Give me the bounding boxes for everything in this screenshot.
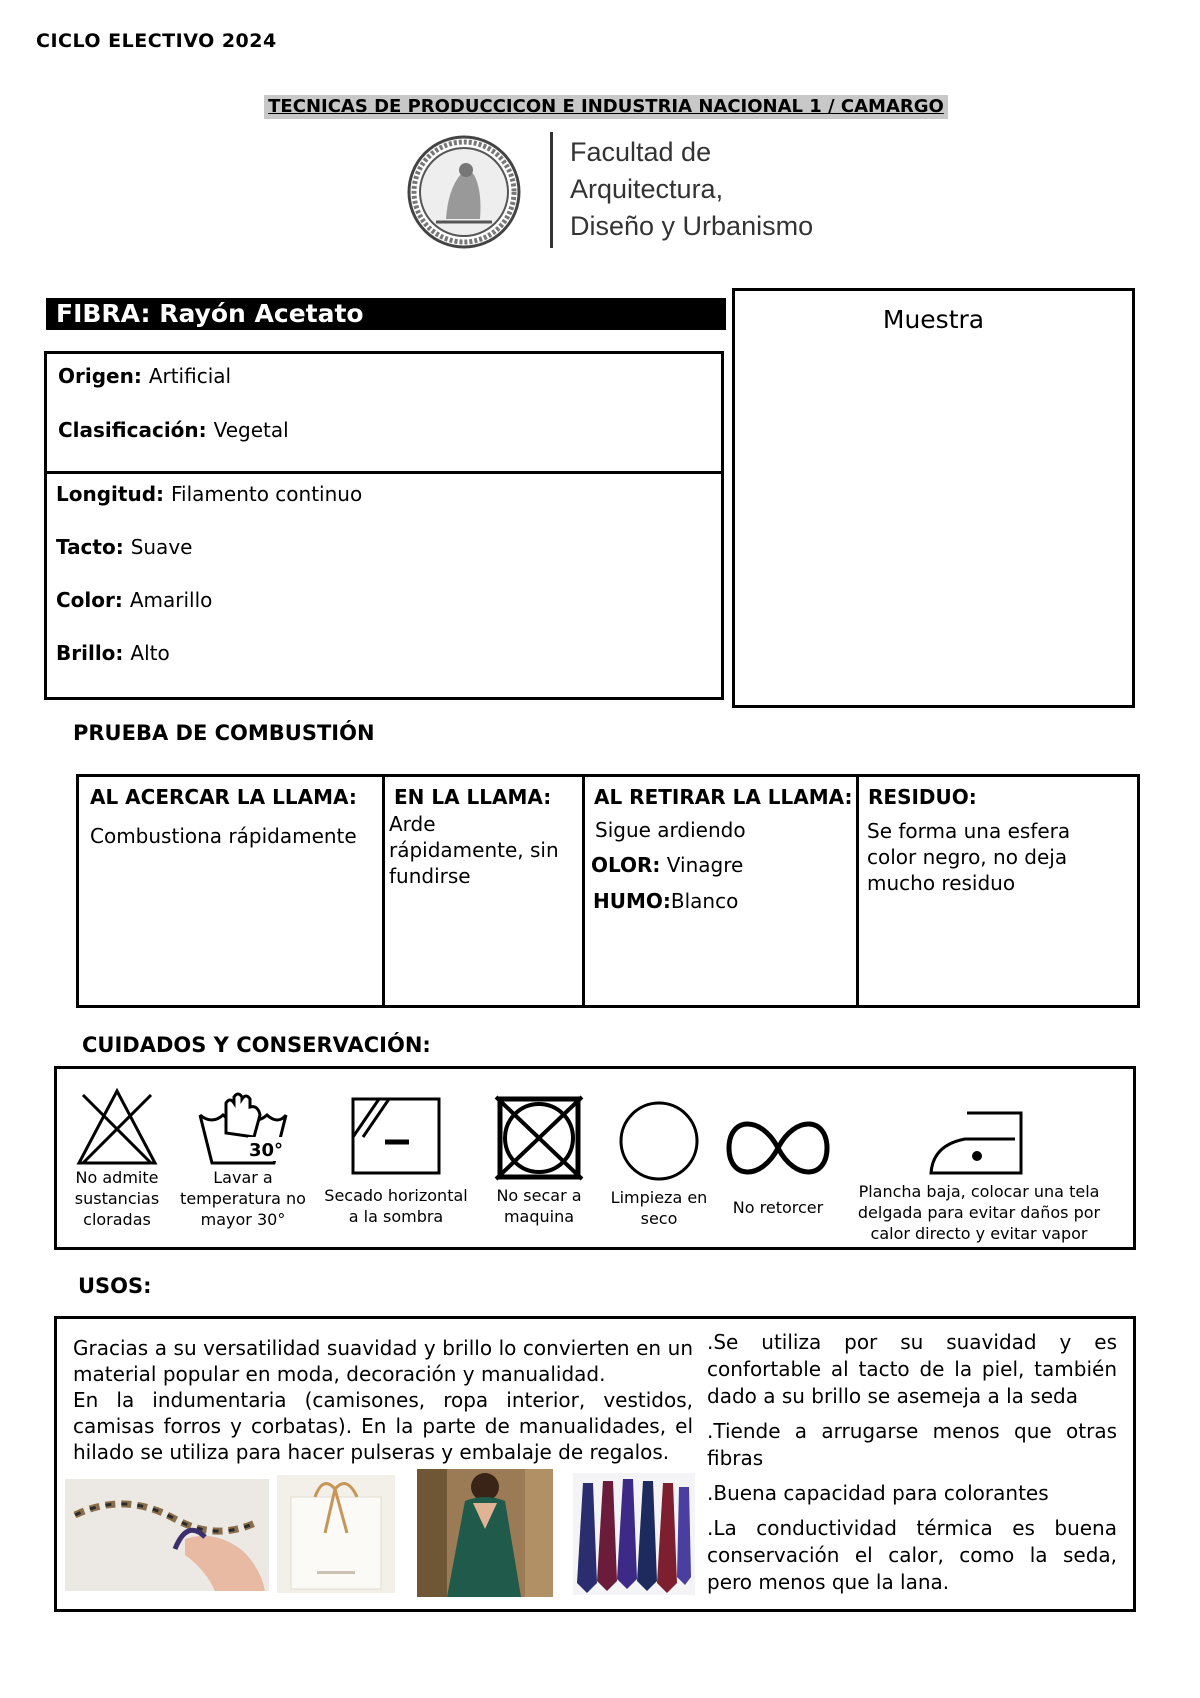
faculty-name: Facultad de Arquitectura, Diseño y Urbanismo: [570, 137, 814, 241]
care-item-no-wring: No retorcer: [717, 1113, 839, 1218]
origin-field: Origen: Artificial: [58, 364, 232, 388]
care-item-no-bleach: No admite sustancias cloradas: [67, 1087, 167, 1230]
ties-photo: [573, 1473, 695, 1595]
bracelet-photo: [65, 1479, 269, 1591]
dry-clean-icon: [617, 1099, 701, 1183]
care-item-no-tumble: No secar a maquina: [479, 1095, 599, 1227]
cycle-label: CICLO ELECTIVO 2024: [36, 30, 277, 52]
length-field: Longitud: Filamento continuo: [56, 482, 363, 506]
uses-list: [707, 1329, 1117, 1604]
fiber-title: FIBRA: Rayón Acetato: [46, 298, 726, 330]
hand-wash-icon: [196, 1085, 290, 1167]
uses-description: Gracias a su versatilidad suavidad y brillo lo convierten en un material popular en moda, decoración y manualidad. En la indumentaria (camisones, ropa interior, vestidos, camisas forros y corbatas). En la parte de manualidades, el hilado se utiliza para hacer pulseras y embalaje de regalos.: [73, 1336, 693, 1464]
faculty-divider: [550, 132, 553, 248]
green-dress-photo: [417, 1469, 553, 1597]
uses-list-item: .Se utiliza por su suavidad y es confortable al tacto de la piel, también dado a su brillo se asemeja a la seda: [707, 1330, 1117, 1408]
combustion-title: PRUEBA DE COMBUSTIÓN: [73, 721, 375, 745]
care-item-wash-30: 30° Lavar a temperatura no mayor 30°: [175, 1085, 311, 1230]
residue-column: RESIDUO: Se forma una esfera color negro, no deja mucho residuo: [856, 777, 1137, 1005]
uses-box: [54, 1316, 1136, 1612]
shine-field: Brillo: Alto: [56, 641, 170, 665]
properties-box: [44, 471, 724, 700]
no-bleach-icon: [75, 1087, 159, 1167]
uses-list-item: .Tiende a arrugarse menos que otras fibras: [707, 1419, 1117, 1470]
sample-box: [732, 288, 1135, 708]
uses-list-item: .Buena capacidad para colorantes: [707, 1481, 1049, 1505]
care-item-dry-flat: Secado horizontal a la sombra: [321, 1095, 471, 1227]
svg-text:30°: 30°: [248, 1140, 284, 1161]
color-field: Color: Amarillo: [56, 588, 213, 612]
odor-field: OLOR: Vinagre: [591, 853, 744, 877]
touch-field: Tacto: Suave: [56, 535, 193, 559]
university-seal-icon: [406, 134, 522, 250]
care-box: [54, 1066, 1136, 1250]
in-flame-column: EN LA LLAMA: Arde rápidamente, sin fundirse: [382, 777, 582, 1005]
no-wring-icon: [725, 1113, 831, 1183]
care-title: CUIDADOS Y CONSERVACIÓN:: [82, 1033, 431, 1057]
care-item-iron-low: Plancha baja, colocar una tela delgada para evitar daños por calor directo y evitar vapor: [843, 1105, 1115, 1244]
smoke-field: HUMO:Blanco: [593, 889, 739, 913]
uses-title: USOS:: [78, 1274, 152, 1298]
sample-title: Muestra: [882, 305, 985, 334]
course-title: TECNICAS DE PRODUCCICON E INDUSTRIA NACIONAL 1 / CAMARGO: [264, 95, 948, 119]
dry-flat-shade-icon: [349, 1095, 443, 1177]
no-tumble-dry-icon: [494, 1095, 584, 1181]
origin-box: [44, 351, 724, 474]
care-item-dry-clean: Limpieza en seco: [609, 1099, 709, 1229]
gift-bag-photo: [277, 1475, 395, 1593]
combustion-table: [76, 774, 1140, 1008]
removed-column: AL RETIRAR LA LLAMA: Sigue ardiendo OLOR: Vinagre HUMO:Blanco: [582, 777, 856, 1005]
approach-column: AL ACERCAR LA LLAMA: Combustiona rápidamente: [90, 785, 357, 848]
classification-field: Clasificación: Vegetal: [58, 418, 289, 442]
iron-low-icon: [925, 1105, 1033, 1179]
uses-list-item: .La conductividad térmica es buena conservación el calor, como la seda, pero menos que la lana.: [707, 1516, 1117, 1594]
